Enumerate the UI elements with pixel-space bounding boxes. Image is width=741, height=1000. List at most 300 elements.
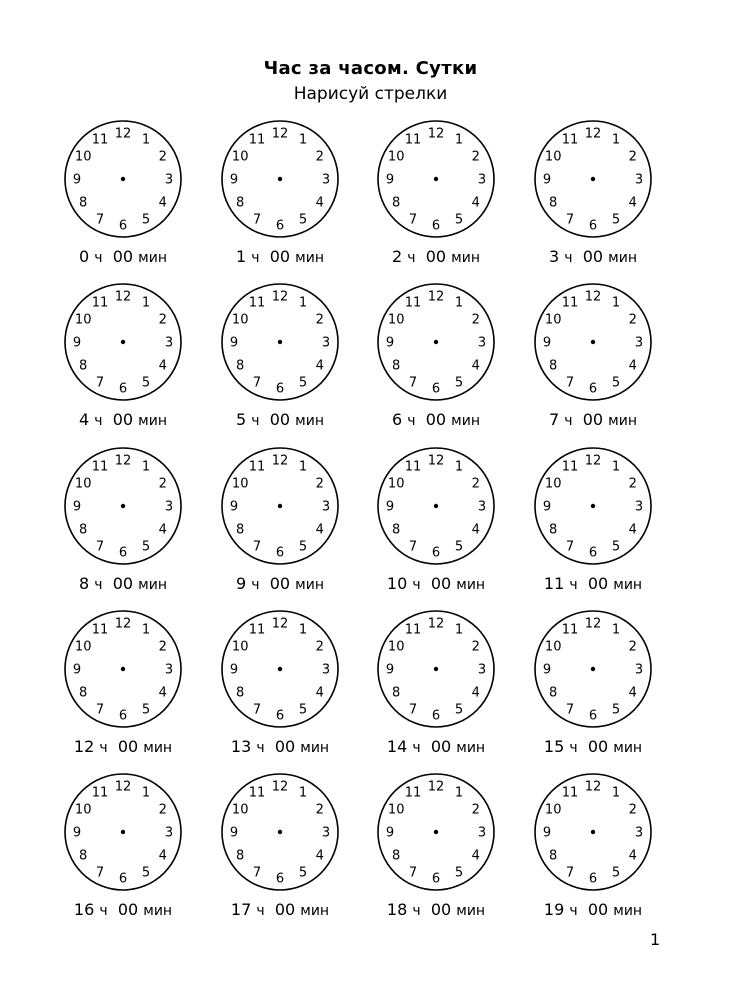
- dial-number: 12: [271, 453, 289, 469]
- dial-number: 5: [298, 865, 308, 881]
- dial-number: 7: [95, 375, 105, 391]
- dial-number: 6: [275, 218, 285, 234]
- dial-number: 1: [298, 622, 308, 638]
- dial-number: 7: [252, 375, 262, 391]
- dial-number: 12: [584, 453, 602, 469]
- dial-number: 11: [91, 622, 109, 638]
- clock-minutes: 00: [112, 247, 134, 266]
- dial-number: 11: [404, 459, 422, 475]
- dial-number: 6: [118, 871, 128, 887]
- dial-number: 1: [298, 132, 308, 148]
- dial-number: 3: [477, 499, 487, 515]
- dial-number: 3: [477, 172, 487, 188]
- dial-number: 3: [321, 499, 331, 515]
- dial-number: 2: [628, 802, 637, 818]
- dial-number: 2: [158, 802, 167, 818]
- clock-hour-unit: ч: [569, 740, 578, 756]
- clock-time-label: [361, 247, 511, 266]
- dial-number: 4: [471, 522, 480, 538]
- dial-number: 4: [628, 522, 637, 538]
- clock-center-dot: [591, 667, 595, 671]
- dial-number: 7: [95, 702, 105, 718]
- dial-number: 9: [229, 172, 239, 188]
- dial-number: 4: [628, 685, 637, 701]
- dial-number: 8: [549, 522, 558, 538]
- dial-number: 1: [454, 459, 464, 475]
- clock-hours: 5: [235, 410, 247, 429]
- dial-number: 3: [164, 172, 174, 188]
- clock-time-label: [205, 410, 355, 429]
- clock-hours: 15: [543, 737, 565, 756]
- clock-hours: 6: [391, 410, 403, 429]
- clock-item: [48, 282, 198, 442]
- dial-number: 11: [248, 459, 266, 475]
- clock-minutes: 00: [269, 247, 291, 266]
- dial-number: 12: [427, 616, 445, 632]
- dial-number: 9: [72, 172, 82, 188]
- dial-number: 3: [321, 825, 331, 841]
- dial-number: 4: [315, 848, 324, 864]
- clock-minute-unit: мин: [295, 250, 324, 266]
- dial-number: 11: [561, 295, 579, 311]
- dial-number: 1: [141, 785, 151, 801]
- dial-number: 4: [315, 358, 324, 374]
- clock-face[interactable]: [220, 609, 340, 729]
- clock-hour-unit: ч: [569, 903, 578, 919]
- dial-number: 8: [236, 522, 245, 538]
- dial-number: 3: [634, 499, 644, 515]
- clock-minute-unit: мин: [300, 740, 330, 756]
- clock-time-label: [48, 410, 198, 429]
- dial-number: 3: [477, 825, 487, 841]
- dial-number: 10: [74, 639, 92, 655]
- dial-number: 8: [79, 195, 88, 211]
- clock-minutes: 00: [269, 410, 291, 429]
- dial-number: 12: [114, 616, 132, 632]
- dial-number: 9: [385, 499, 395, 515]
- clock-item: [518, 446, 668, 606]
- dial-number: 3: [164, 499, 174, 515]
- dial-number: 5: [141, 212, 151, 228]
- clock-minute-unit: мин: [451, 250, 480, 266]
- clock-hours: 4: [78, 410, 90, 429]
- dial-number: 11: [91, 785, 109, 801]
- clock-item: [518, 609, 668, 769]
- clock-item: [361, 119, 511, 279]
- clock-time-label: [518, 737, 668, 756]
- dial-number: 5: [611, 212, 621, 228]
- dial-number: 9: [542, 825, 552, 841]
- dial-number: 9: [72, 499, 82, 515]
- dial-number: 9: [542, 499, 552, 515]
- clock-face[interactable]: [376, 282, 496, 402]
- clock-minute-unit: мин: [456, 740, 486, 756]
- dial-number: 10: [544, 149, 562, 165]
- dial-number: 8: [392, 848, 401, 864]
- clock-time-label: [205, 737, 355, 756]
- dial-number: 4: [628, 195, 637, 211]
- dial-number: 8: [236, 358, 245, 374]
- dial-number: 9: [72, 335, 82, 351]
- dial-number: 11: [561, 459, 579, 475]
- clock-center-dot: [121, 667, 125, 671]
- clock-face[interactable]: [220, 772, 340, 892]
- clock-face[interactable]: [376, 119, 496, 239]
- clock-minute-unit: мин: [138, 250, 167, 266]
- clock-minutes: 00: [587, 737, 609, 756]
- dial-number: 12: [271, 779, 289, 795]
- clock-hours: 19: [543, 900, 565, 919]
- clock-hour-unit: ч: [94, 250, 103, 266]
- dial-number: 7: [252, 702, 262, 718]
- dial-number: 7: [565, 865, 575, 881]
- dial-number: 2: [471, 312, 480, 328]
- clock-hour-unit: ч: [99, 903, 108, 919]
- clock-center-dot: [434, 340, 438, 344]
- dial-number: 11: [91, 295, 109, 311]
- dial-number: 7: [408, 375, 418, 391]
- dial-number: 6: [275, 708, 285, 724]
- dial-number: 5: [611, 375, 621, 391]
- dial-number: 4: [471, 358, 480, 374]
- clock-face[interactable]: [533, 119, 653, 239]
- dial-number: 5: [454, 865, 464, 881]
- clock-minute-unit: мин: [613, 577, 643, 593]
- dial-number: 7: [252, 539, 262, 555]
- dial-number: 2: [628, 312, 637, 328]
- clock-item: [48, 119, 198, 279]
- dial-number: 12: [271, 289, 289, 305]
- dial-number: 8: [549, 685, 558, 701]
- dial-number: 6: [588, 381, 598, 397]
- clock-face[interactable]: [63, 282, 183, 402]
- dial-number: 5: [298, 375, 308, 391]
- clock-face[interactable]: [220, 282, 340, 402]
- dial-number: 7: [95, 539, 105, 555]
- dial-number: 5: [298, 702, 308, 718]
- clock-minute-unit: мин: [138, 577, 167, 593]
- dial-number: 6: [275, 871, 285, 887]
- clock-face[interactable]: [533, 609, 653, 729]
- clock-hour-unit: ч: [412, 577, 421, 593]
- dial-number: 3: [321, 172, 331, 188]
- dial-number: 9: [542, 662, 552, 678]
- dial-number: 11: [248, 785, 266, 801]
- clock-center-dot: [434, 177, 438, 181]
- clock-time-label: [361, 410, 511, 429]
- dial-number: 11: [404, 785, 422, 801]
- dial-number: 1: [141, 132, 151, 148]
- clock-minutes: 00: [274, 737, 296, 756]
- clock-item: [361, 609, 511, 769]
- clock-time-label: [48, 900, 198, 919]
- clock-hour-unit: ч: [251, 413, 260, 429]
- dial-number: 4: [158, 685, 167, 701]
- dial-number: 8: [79, 522, 88, 538]
- clock-minute-unit: мин: [451, 413, 480, 429]
- dial-number: 12: [114, 289, 132, 305]
- clock-item: [48, 446, 198, 606]
- dial-number: 9: [385, 825, 395, 841]
- clock-minute-unit: мин: [456, 577, 486, 593]
- clock-face[interactable]: [376, 609, 496, 729]
- dial-number: 9: [229, 335, 239, 351]
- dial-number: 12: [114, 453, 132, 469]
- dial-number: 6: [431, 545, 441, 561]
- clock-hour-unit: ч: [569, 577, 578, 593]
- dial-number: 3: [164, 662, 174, 678]
- dial-number: 9: [72, 662, 82, 678]
- dial-number: 6: [431, 381, 441, 397]
- clock-time-label: [205, 900, 355, 919]
- clock-item: [518, 282, 668, 442]
- dial-number: 10: [387, 149, 405, 165]
- dial-number: 11: [91, 459, 109, 475]
- clock-minute-unit: мин: [143, 740, 173, 756]
- dial-number: 12: [427, 289, 445, 305]
- dial-number: 10: [387, 476, 405, 492]
- dial-number: 6: [588, 871, 598, 887]
- dial-number: 8: [392, 195, 401, 211]
- dial-number: 1: [454, 295, 464, 311]
- clock-minutes: 00: [430, 900, 452, 919]
- clock-hour-unit: ч: [251, 577, 260, 593]
- clock-face[interactable]: [533, 446, 653, 566]
- dial-number: 9: [542, 172, 552, 188]
- clock-time-label: [361, 900, 511, 919]
- dial-number: 4: [628, 848, 637, 864]
- dial-number: 5: [454, 212, 464, 228]
- clock-item: [205, 772, 355, 932]
- dial-number: 2: [315, 802, 324, 818]
- dial-number: 3: [634, 172, 644, 188]
- clock-hours: 16: [73, 900, 95, 919]
- dial-number: 8: [549, 848, 558, 864]
- dial-number: 12: [427, 779, 445, 795]
- clock-face[interactable]: [63, 446, 183, 566]
- clock-time-label: [361, 574, 511, 593]
- dial-number: 8: [392, 358, 401, 374]
- clock-minutes: 00: [112, 574, 134, 593]
- dial-number: 12: [114, 126, 132, 142]
- clock-face[interactable]: [376, 446, 496, 566]
- clock-hour-unit: ч: [564, 413, 573, 429]
- dial-number: 6: [118, 381, 128, 397]
- clock-hour-unit: ч: [99, 740, 108, 756]
- dial-number: 5: [141, 702, 151, 718]
- dial-number: 6: [118, 708, 128, 724]
- dial-number: 8: [549, 195, 558, 211]
- dial-number: 12: [584, 616, 602, 632]
- dial-number: 3: [164, 825, 174, 841]
- dial-number: 5: [611, 865, 621, 881]
- dial-number: 3: [321, 335, 331, 351]
- clock-center-dot: [591, 504, 595, 508]
- dial-number: 1: [611, 785, 621, 801]
- clock-minute-unit: мин: [608, 250, 637, 266]
- clock-minutes: 00: [587, 574, 609, 593]
- dial-number: 10: [231, 476, 249, 492]
- dial-number: 11: [91, 132, 109, 148]
- clock-minutes: 00: [582, 247, 604, 266]
- clock-item: [205, 282, 355, 442]
- dial-number: 1: [611, 132, 621, 148]
- clock-minute-unit: мин: [456, 903, 486, 919]
- clock-center-dot: [121, 830, 125, 834]
- dial-number: 10: [74, 312, 92, 328]
- clock-center-dot: [591, 340, 595, 344]
- clock-minute-unit: мин: [608, 413, 637, 429]
- clock-time-label: [48, 737, 198, 756]
- clock-hours: 0: [78, 247, 90, 266]
- dial-number: 4: [315, 522, 324, 538]
- clock-minute-unit: мин: [613, 740, 643, 756]
- dial-number: 5: [141, 539, 151, 555]
- clock-item: [361, 772, 511, 932]
- clock-hour-unit: ч: [407, 250, 416, 266]
- clock-face[interactable]: [220, 119, 340, 239]
- clock-item: [361, 446, 511, 606]
- dial-number: 11: [404, 295, 422, 311]
- dial-number: 2: [471, 476, 480, 492]
- dial-number: 9: [385, 662, 395, 678]
- clock-face[interactable]: [376, 772, 496, 892]
- dial-number: 10: [74, 149, 92, 165]
- clock-center-dot: [121, 504, 125, 508]
- dial-number: 5: [611, 702, 621, 718]
- dial-number: 7: [95, 865, 105, 881]
- clock-hour-unit: ч: [256, 740, 265, 756]
- clock-face[interactable]: [63, 772, 183, 892]
- clock-minutes: 00: [274, 900, 296, 919]
- dial-number: 8: [236, 195, 245, 211]
- clock-face[interactable]: [220, 446, 340, 566]
- dial-number: 12: [427, 126, 445, 142]
- dial-number: 5: [141, 375, 151, 391]
- dial-number: 8: [236, 848, 245, 864]
- dial-number: 6: [588, 545, 598, 561]
- dial-number: 2: [628, 476, 637, 492]
- clock-center-dot: [278, 504, 282, 508]
- clock-minutes: 00: [582, 410, 604, 429]
- clock-hour-unit: ч: [256, 903, 265, 919]
- clock-minutes: 00: [587, 900, 609, 919]
- dial-number: 9: [385, 335, 395, 351]
- dial-number: 1: [454, 622, 464, 638]
- clock-minutes: 00: [425, 247, 447, 266]
- dial-number: 7: [252, 212, 262, 228]
- clock-item: [361, 282, 511, 442]
- dial-number: 4: [315, 685, 324, 701]
- clock-center-dot: [591, 830, 595, 834]
- dial-number: 12: [427, 453, 445, 469]
- dial-number: 8: [392, 685, 401, 701]
- dial-number: 11: [404, 622, 422, 638]
- clock-hours: 12: [73, 737, 95, 756]
- dial-number: 1: [611, 459, 621, 475]
- clock-time-label: [48, 247, 198, 266]
- dial-number: 10: [544, 802, 562, 818]
- clock-center-dot: [434, 830, 438, 834]
- dial-number: 3: [321, 662, 331, 678]
- clock-hours: 18: [386, 900, 408, 919]
- dial-number: 1: [298, 785, 308, 801]
- dial-number: 1: [611, 295, 621, 311]
- clock-hour-unit: ч: [412, 740, 421, 756]
- dial-number: 1: [611, 622, 621, 638]
- dial-number: 6: [588, 708, 598, 724]
- clock-face[interactable]: [63, 119, 183, 239]
- dial-number: 11: [404, 132, 422, 148]
- clock-minutes: 00: [269, 574, 291, 593]
- dial-number: 10: [387, 639, 405, 655]
- dial-number: 9: [229, 825, 239, 841]
- clock-minute-unit: мин: [300, 903, 330, 919]
- clock-item: [48, 772, 198, 932]
- clock-time-label: [205, 574, 355, 593]
- dial-number: 1: [454, 132, 464, 148]
- dial-number: 8: [392, 522, 401, 538]
- dial-number: 5: [141, 865, 151, 881]
- clock-hours: 1: [235, 247, 247, 266]
- dial-number: 7: [408, 539, 418, 555]
- clock-item: [518, 119, 668, 279]
- dial-number: 9: [229, 662, 239, 678]
- dial-number: 3: [634, 662, 644, 678]
- clock-face[interactable]: [533, 282, 653, 402]
- dial-number: 10: [544, 476, 562, 492]
- clock-time-label: [205, 247, 355, 266]
- dial-number: 2: [471, 802, 480, 818]
- dial-number: 1: [141, 295, 151, 311]
- dial-number: 2: [628, 149, 637, 165]
- dial-number: 7: [565, 375, 575, 391]
- dial-number: 11: [561, 622, 579, 638]
- dial-number: 4: [628, 358, 637, 374]
- clock-item: [205, 119, 355, 279]
- clock-time-label: [518, 574, 668, 593]
- dial-number: 3: [164, 335, 174, 351]
- dial-number: 10: [231, 312, 249, 328]
- dial-number: 10: [74, 802, 92, 818]
- clock-minutes: 00: [117, 737, 139, 756]
- clock-hour-unit: ч: [412, 903, 421, 919]
- clock-face[interactable]: [63, 609, 183, 729]
- dial-number: 4: [471, 195, 480, 211]
- dial-number: 3: [477, 335, 487, 351]
- clock-center-dot: [121, 340, 125, 344]
- dial-number: 8: [79, 685, 88, 701]
- clock-hour-unit: ч: [407, 413, 416, 429]
- clock-hours: 9: [235, 574, 247, 593]
- dial-number: 1: [141, 622, 151, 638]
- clock-minute-unit: мин: [138, 413, 167, 429]
- dial-number: 6: [588, 218, 598, 234]
- dial-number: 4: [315, 195, 324, 211]
- clock-face[interactable]: [533, 772, 653, 892]
- clock-center-dot: [278, 177, 282, 181]
- dial-number: 5: [454, 375, 464, 391]
- clock-hours: 8: [78, 574, 90, 593]
- clock-time-label: [518, 410, 668, 429]
- dial-number: 4: [158, 848, 167, 864]
- dial-number: 7: [408, 212, 418, 228]
- dial-number: 2: [315, 312, 324, 328]
- clock-center-dot: [434, 504, 438, 508]
- clock-item: [48, 609, 198, 769]
- dial-number: 10: [231, 639, 249, 655]
- dial-number: 2: [158, 149, 167, 165]
